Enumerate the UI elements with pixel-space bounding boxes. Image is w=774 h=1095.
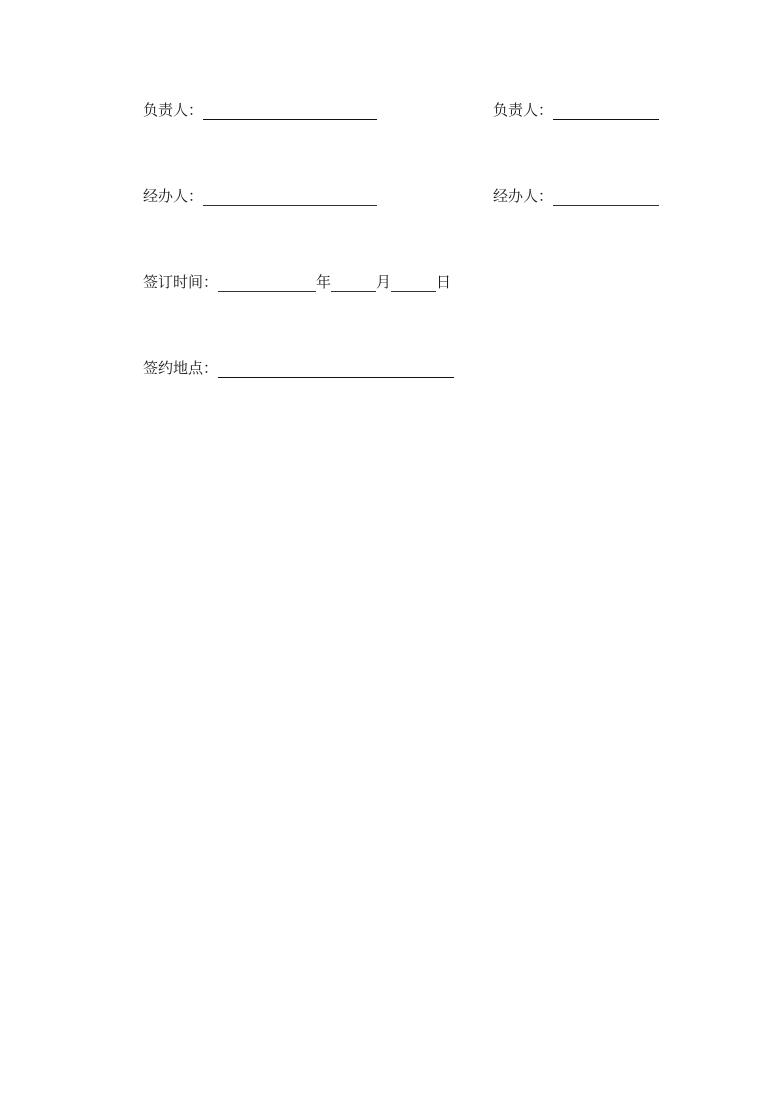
left-responsible-input-line[interactable] bbox=[203, 105, 377, 120]
left-handler-label: 经办人： bbox=[143, 187, 204, 205]
sign-month-input-line[interactable] bbox=[331, 277, 376, 292]
sign-place-input-line[interactable] bbox=[218, 363, 454, 378]
sign-date-field bbox=[143, 272, 451, 292]
sign-place-label: 签约地点： bbox=[143, 359, 219, 377]
right-handler-field bbox=[493, 186, 659, 206]
right-responsible-input-line[interactable] bbox=[553, 105, 659, 120]
sign-place-field bbox=[143, 358, 454, 378]
day-unit: 日 bbox=[436, 273, 452, 291]
right-handler-label: 经办人： bbox=[493, 187, 554, 205]
right-responsible-field bbox=[493, 100, 659, 120]
sign-year-input-line[interactable] bbox=[218, 277, 316, 292]
month-unit: 月 bbox=[376, 273, 392, 291]
right-responsible-label: 负责人： bbox=[493, 101, 554, 119]
left-responsible-label: 负责人： bbox=[143, 101, 204, 119]
year-unit: 年 bbox=[316, 273, 332, 291]
left-handler-field bbox=[143, 186, 377, 206]
sign-day-input-line[interactable] bbox=[391, 277, 436, 292]
right-handler-input-line[interactable] bbox=[553, 191, 659, 206]
left-handler-input-line[interactable] bbox=[203, 191, 377, 206]
left-responsible-field bbox=[143, 100, 377, 120]
sign-date-label: 签订时间： bbox=[143, 273, 219, 291]
